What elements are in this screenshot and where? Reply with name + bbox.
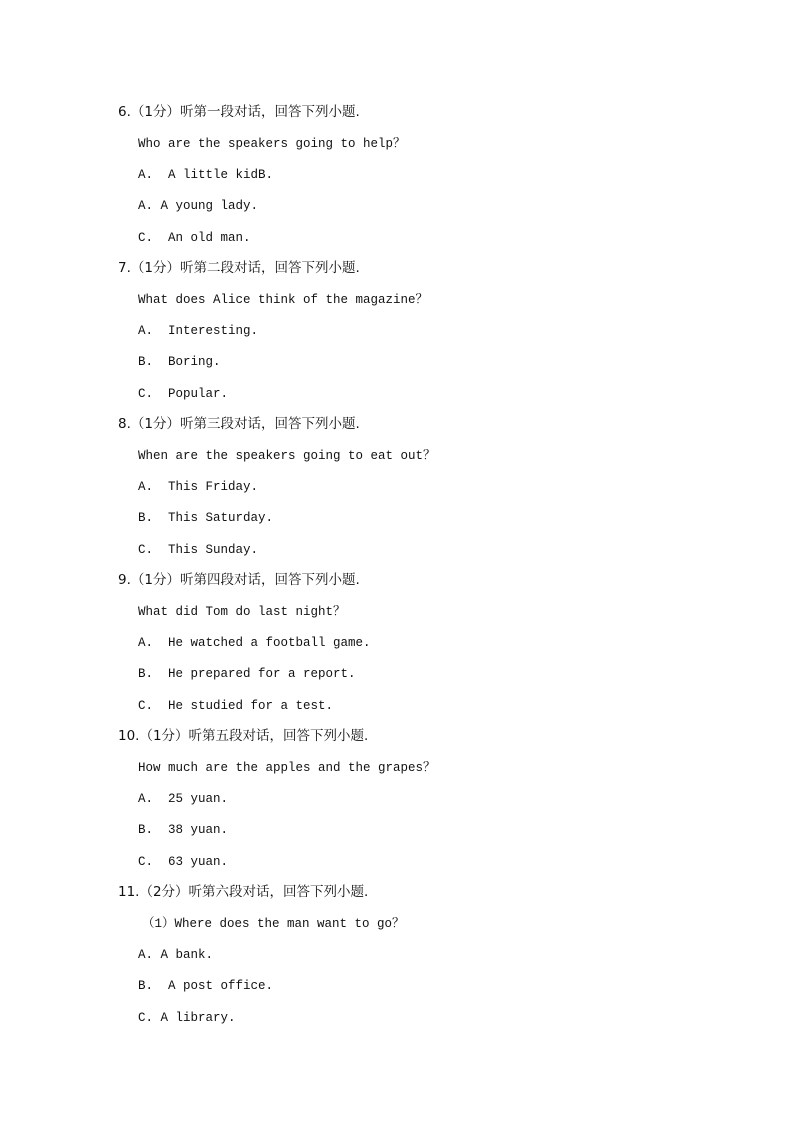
question-8-stem: When are the speakers going to eat out？ (138, 449, 436, 463)
question-6-option-3: C. An old man. (138, 231, 251, 245)
question-10-stem: How much are the apples and the grapes？ (138, 761, 436, 775)
question-8-heading: 8.（1分）听第三段对话，回答下列小题. (118, 416, 360, 432)
question-9-option-1: A. He watched a football game. (138, 636, 371, 650)
question-8-option-1: A. This Friday. (138, 480, 259, 494)
question-10-option-2: B. 38 yuan. (138, 823, 229, 837)
question-9-stem: What did Tom do last night？ (138, 605, 346, 619)
question-7-option-1: A. Interesting. (138, 324, 259, 338)
question-10-option-1: A. 25 yuan. (138, 792, 229, 806)
question-8-option-3: C. This Sunday. (138, 543, 259, 557)
question-9-heading: 9.（1分）听第四段对话，回答下列小题. (118, 572, 360, 588)
question-9-option-2: B. He prepared for a report. (138, 667, 356, 681)
question-11-option-3: C. A library. (138, 1011, 236, 1025)
question-10-option-3: C. 63 yuan. (138, 855, 229, 869)
question-7-option-2: B. Boring. (138, 355, 221, 369)
question-7-option-3: C. Popular. (138, 387, 229, 401)
question-11-option-1: A. A bank. (138, 948, 214, 962)
question-6-heading: 6.（1分）听第一段对话，回答下列小题. (118, 104, 360, 120)
question-10-heading: 10.（1分）听第五段对话，回答下列小题. (118, 728, 369, 744)
question-7-stem: What does Alice think of the magazine？ (138, 293, 429, 307)
question-6-option-2: A. A young lady. (138, 199, 259, 213)
question-9-option-3: C. He studied for a test. (138, 699, 334, 713)
question-11-option-2: B. A post office. (138, 979, 274, 993)
question-8-option-2: B. This Saturday. (138, 511, 274, 525)
question-6-stem: Who are the speakers going to help？ (138, 137, 406, 151)
question-7-heading: 7.（1分）听第二段对话，回答下列小题. (118, 260, 360, 276)
question-6-option-1: A. A little kidB. (138, 168, 274, 182)
question-11-subquestion-1: （1）Where does the man want to go？ (142, 917, 405, 931)
question-11-heading: 11.（2分）听第六段对话，回答下列小题. (118, 884, 369, 900)
